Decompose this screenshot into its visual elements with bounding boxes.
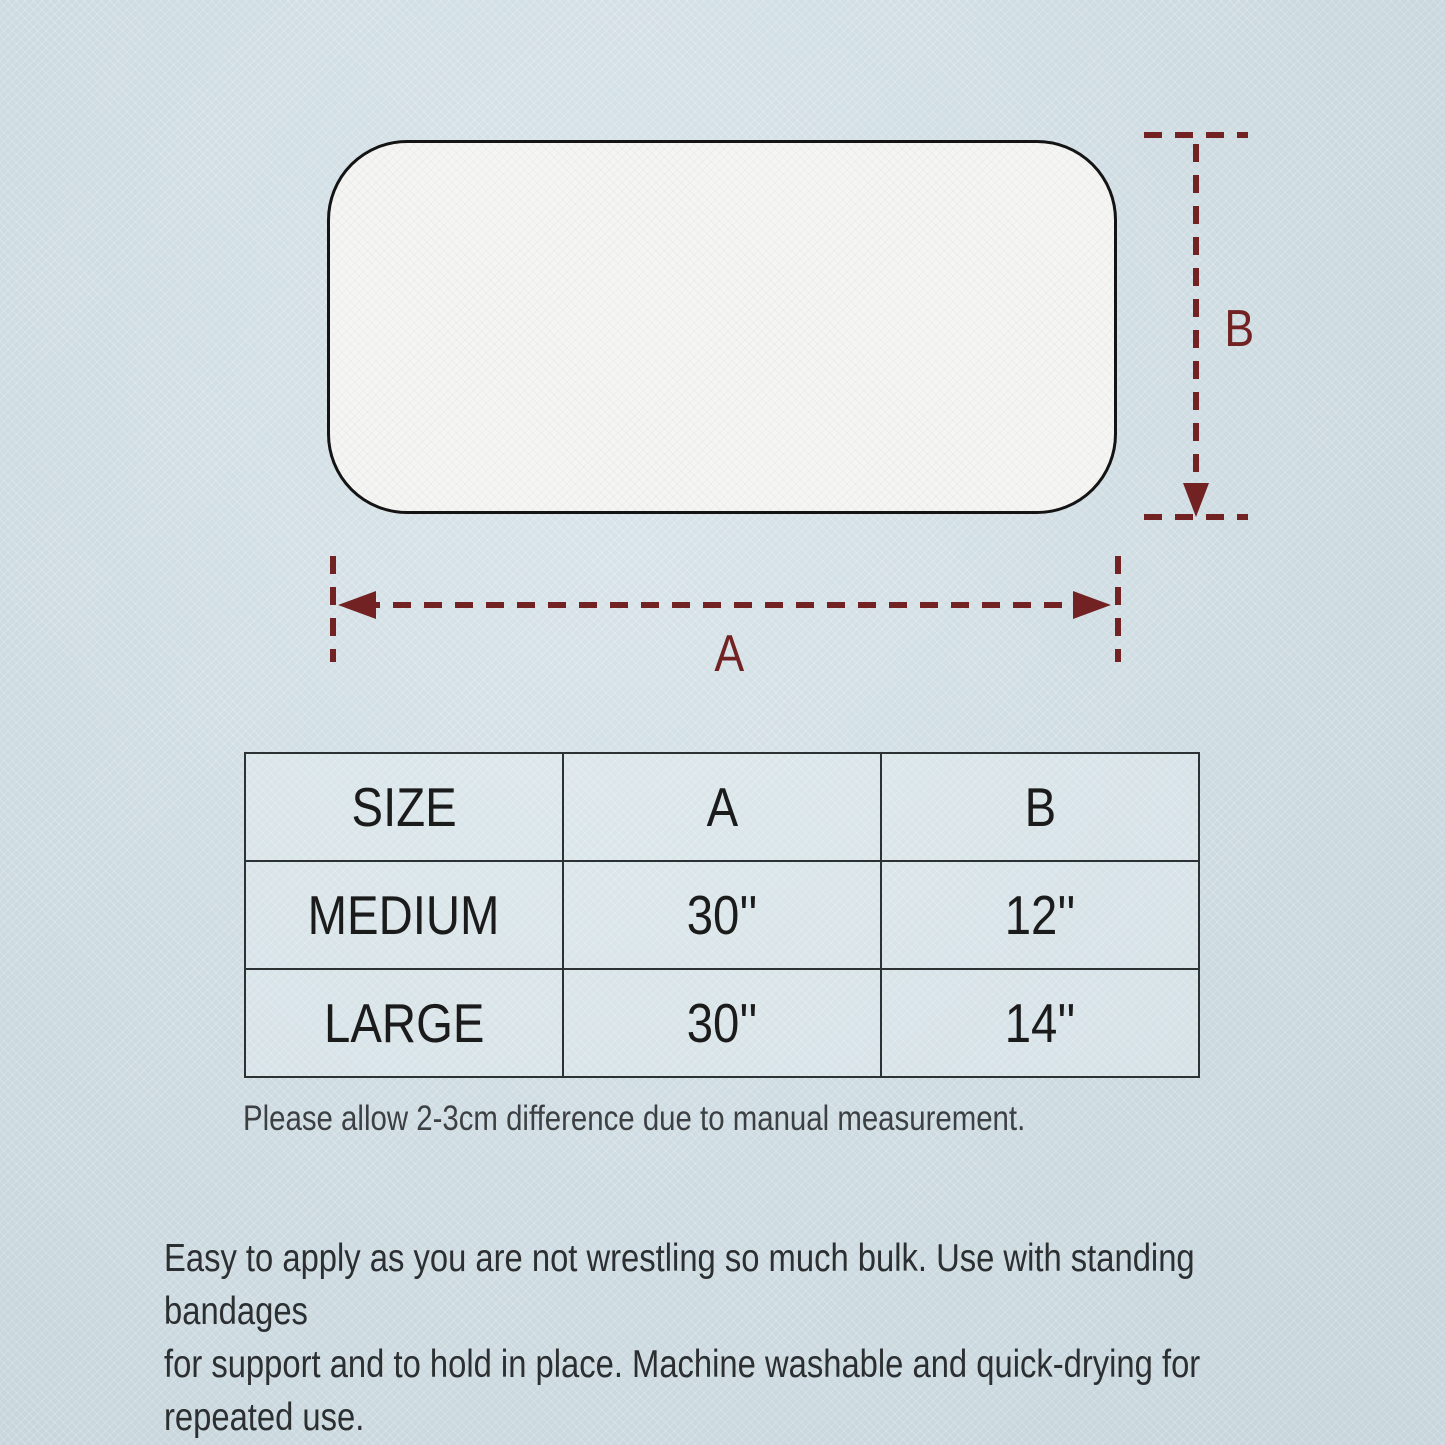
size-table-row-medium <box>245 861 1199 969</box>
dimension-a-line <box>362 602 1086 608</box>
dimension-b-top-tick <box>1144 132 1248 138</box>
size-table-medium-a <box>563 861 881 969</box>
size-table-row-large <box>245 969 1199 1077</box>
size-table-medium-a-value: 30'' <box>686 884 758 946</box>
measurement-note-text: Please allow 2-3cm difference due to manual measurement. <box>243 1099 1026 1138</box>
arrowhead-down-icon <box>1183 483 1209 517</box>
product-description-line-3: repeated use. <box>164 1396 365 1439</box>
size-table-medium-b-value: 12'' <box>1004 884 1076 946</box>
size-table <box>244 752 1200 1078</box>
size-table-medium-b <box>881 861 1199 969</box>
dimension-b-label <box>1222 300 1257 358</box>
size-table-medium-size-label: MEDIUM <box>308 884 500 946</box>
size-table-header-a-label: A <box>706 776 738 838</box>
dimension-a-left-tick <box>330 556 336 662</box>
size-table-large-size-label: LARGE <box>323 992 485 1054</box>
size-table-header-row <box>245 753 1199 861</box>
size-table-header-b-label: B <box>1024 776 1056 838</box>
product-pad-outline <box>327 140 1117 514</box>
size-table-large-a-value: 30'' <box>686 992 758 1054</box>
size-table-large-a <box>563 969 881 1077</box>
dimension-b-line <box>1193 144 1199 494</box>
dimension-a-label-text: A <box>714 625 745 683</box>
product-description <box>164 1232 1445 1444</box>
size-table-header-a <box>563 753 881 861</box>
size-table-medium-size <box>245 861 563 969</box>
size-table-header-b <box>881 753 1199 861</box>
size-table-large-b-value: 14'' <box>1004 992 1076 1054</box>
dimension-b-bottom-tick <box>1144 514 1248 520</box>
size-table-large-size <box>245 969 563 1077</box>
size-table-header-size-label: SIZE <box>351 776 457 838</box>
product-description-line-2: for support and to hold in place. Machine washable and quick-drying for <box>164 1343 1201 1386</box>
measurement-note <box>243 1098 1393 1140</box>
arrowhead-left-icon <box>338 591 376 619</box>
dimension-a-right-tick <box>1115 556 1121 662</box>
arrowhead-right-icon <box>1073 591 1111 619</box>
dimension-a-label <box>712 625 747 683</box>
size-table-header-size <box>245 753 563 861</box>
product-description-line-1: Easy to apply as you are not wrestling so much bulk. Use with standing bandages <box>164 1237 1195 1333</box>
size-table-large-b <box>881 969 1199 1077</box>
dimension-b-label-text: B <box>1224 300 1255 358</box>
